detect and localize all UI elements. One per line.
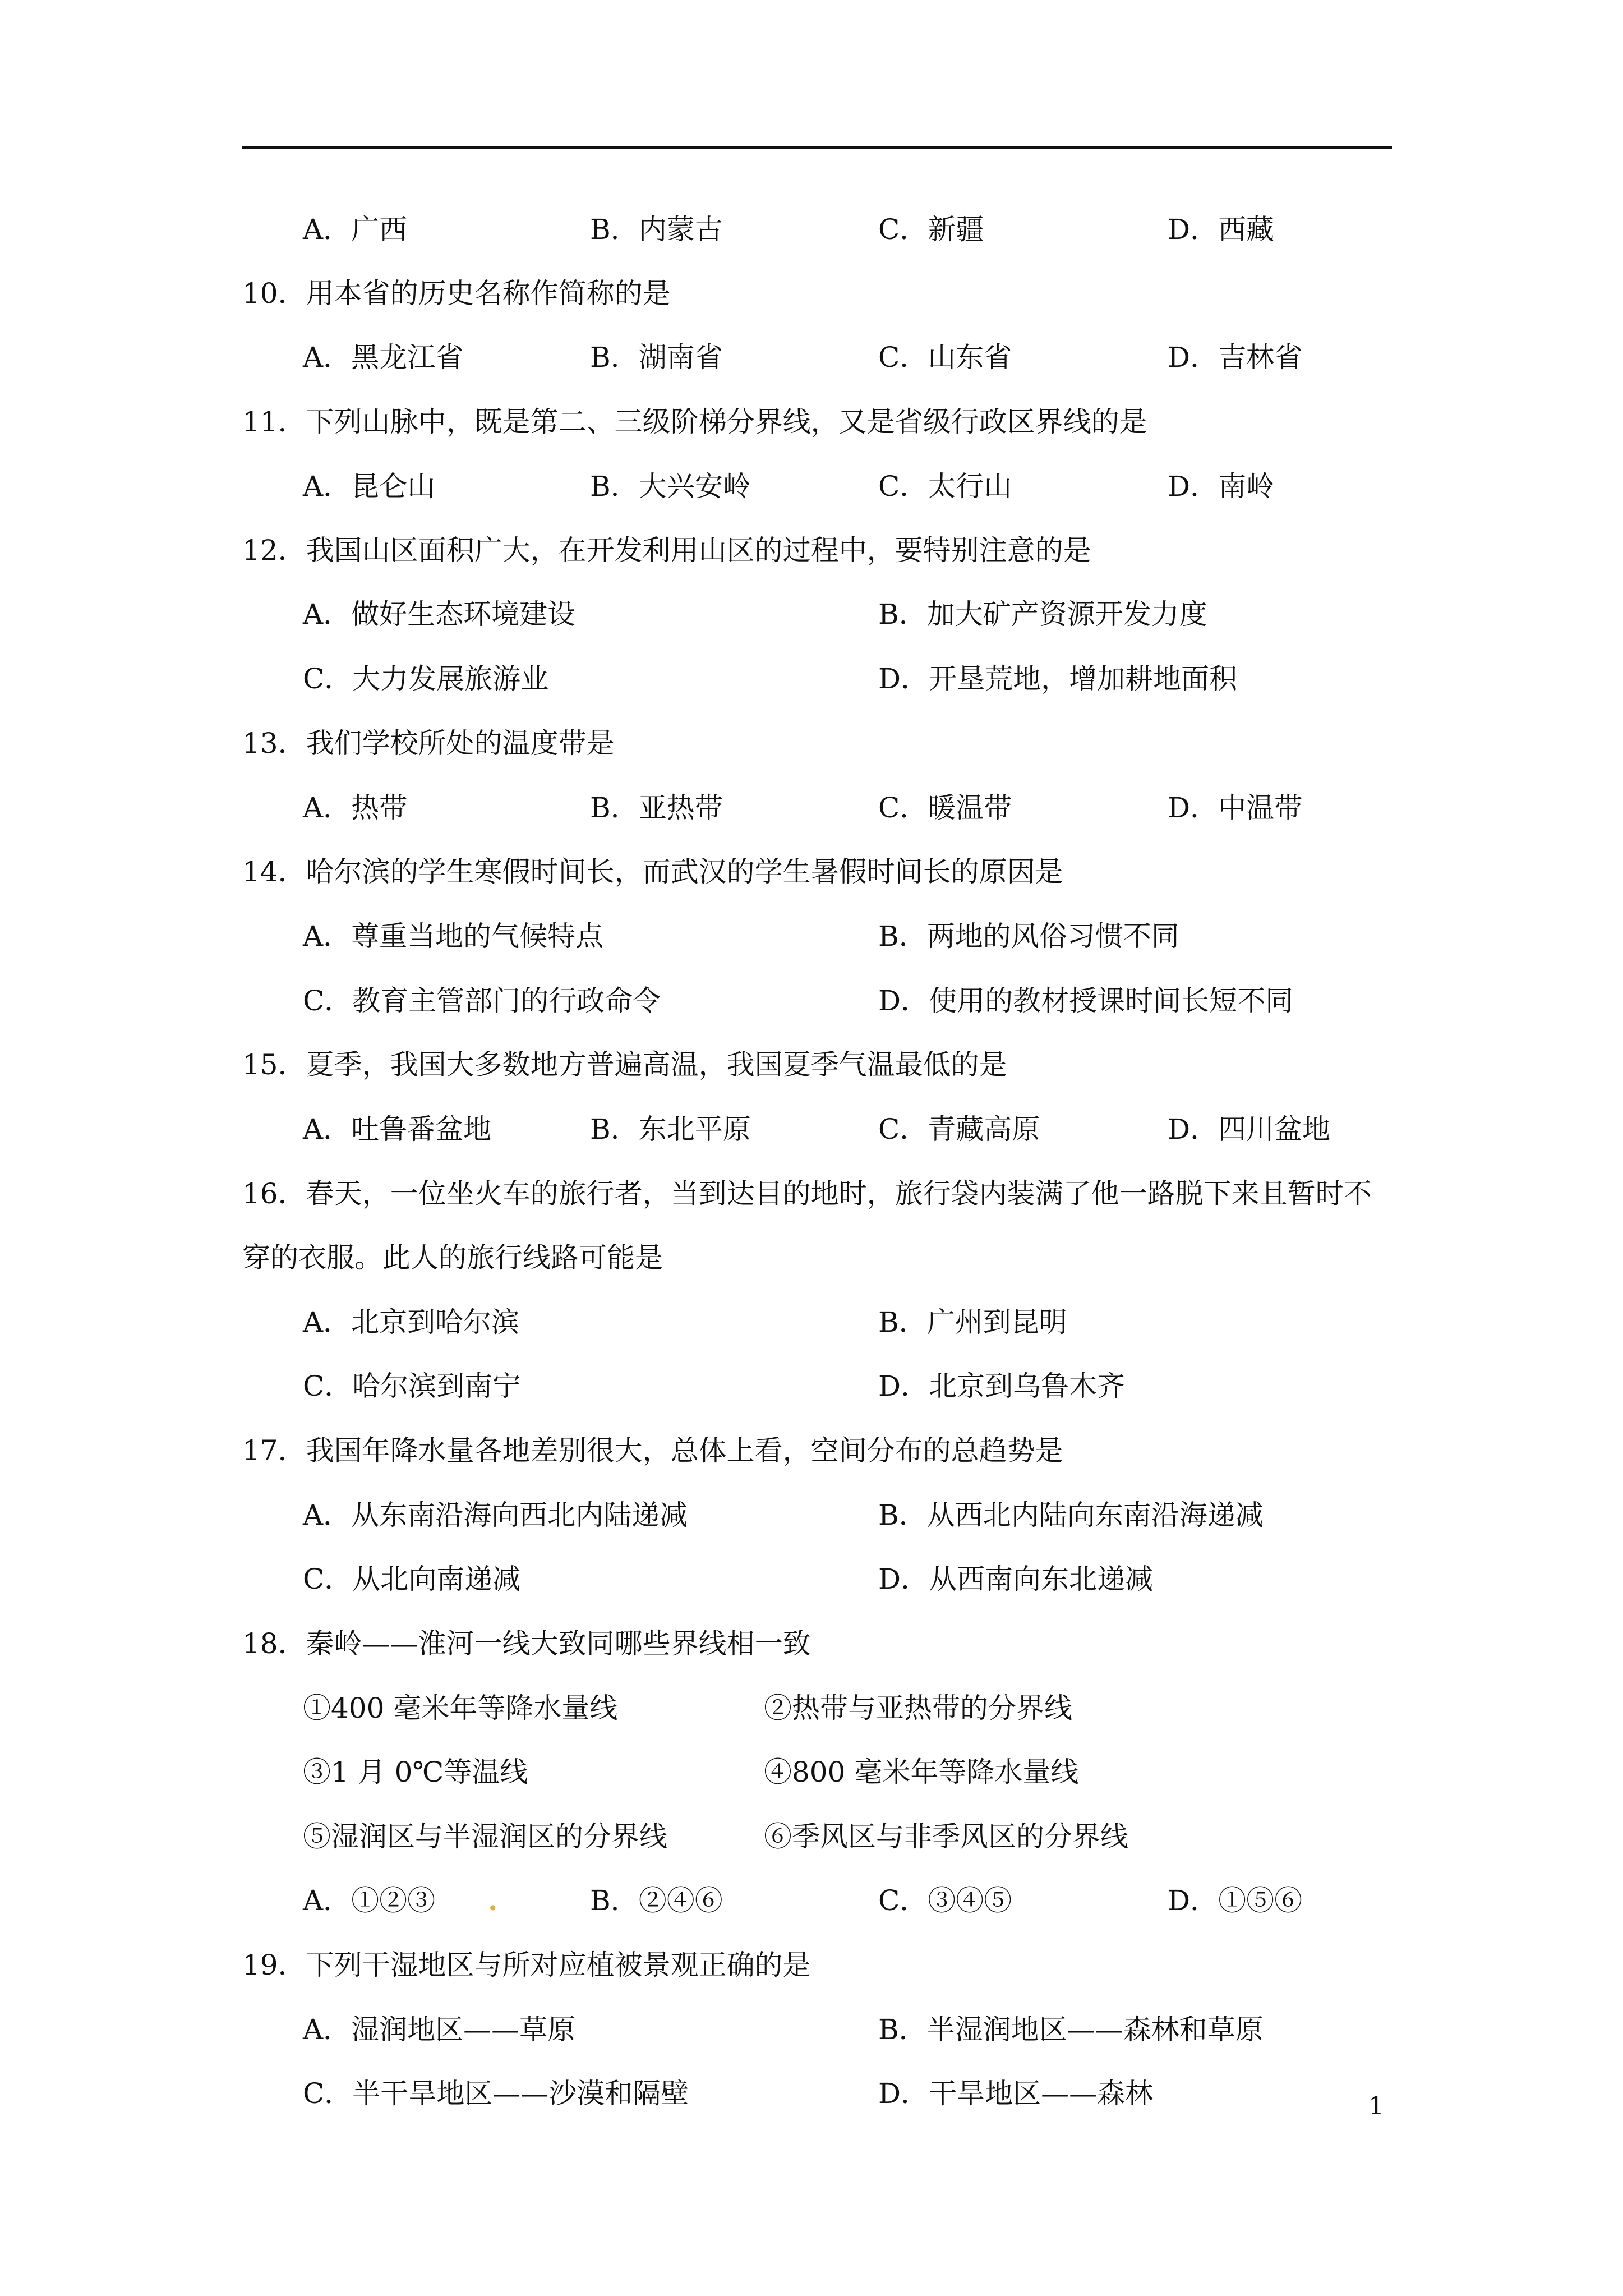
option-c: C．暖温带: [878, 792, 1012, 824]
question-options: [0, 656, 1623, 701]
question-stem: 17．我国年降水量各地差别很大，总体上看，空间分布的总趋势是: [242, 1434, 1063, 1467]
option-a: A．尊重当地的气候特点: [303, 920, 604, 953]
question-stem: 15．夏季，我国大多数地方普遍高温，我国夏季气温最低的是: [242, 1048, 1007, 1081]
question-stem: 11．下列山脉中，既是第二、三级阶梯分界线，又是省级行政区界线的是: [242, 406, 1147, 438]
option-b: B．加大矿产资源开发力度: [878, 598, 1207, 631]
option-a: A．热带: [303, 792, 408, 824]
question-options: [0, 335, 1623, 380]
option-c: C．哈尔滨到南宁: [303, 1370, 521, 1402]
option-d: D．①⑤⑥: [1168, 1884, 1303, 1917]
question-stem: 10．用本省的历史名称作简称的是: [242, 277, 671, 310]
header-rule: [242, 146, 1392, 149]
q9-options: [0, 207, 1623, 252]
option-a: A．从东南沿海向西北内陆递减: [303, 1499, 688, 1531]
question-options: [0, 1878, 1623, 1923]
option-c: C．半干旱地区——沙漠和隔壁: [303, 2077, 689, 2110]
option-d: D．从西南向东北递减: [878, 1563, 1154, 1595]
question-stem: 16．春天，一位坐火车的旅行者，当到达目的地时，旅行袋内装满了他一路脱下来且暂时不: [242, 1177, 1372, 1210]
option-d: D．西藏: [1168, 213, 1275, 246]
option-c: C．新疆: [878, 213, 984, 246]
statement: ①400 毫米年等降水量线: [303, 1692, 618, 1724]
option-a: A．北京到哈尔滨: [303, 1306, 520, 1338]
option-d: D．中温带: [1168, 792, 1303, 824]
option-b: B．两地的风俗习惯不同: [878, 920, 1179, 953]
option-d: D．吉林省: [1168, 341, 1303, 374]
option-b: B．东北平原: [590, 1113, 751, 1145]
question-stem: 12．我国山区面积广大，在开发利用山区的过程中，要特别注意的是: [242, 534, 1091, 567]
question-stem: 18．秦岭——淮河一线大致同哪些界线相一致: [242, 1627, 811, 1660]
option-a: A．吐鲁番盆地: [303, 1113, 492, 1145]
stray-mark: .: [488, 1884, 498, 1917]
question-stem: 14．哈尔滨的学生寒假时间长，而武汉的学生暑假时间长的原因是: [242, 855, 1063, 888]
option-c: C．从北向南递减: [303, 1563, 521, 1595]
option-b: B．广州到昆明: [878, 1306, 1067, 1338]
statement-row: [0, 1814, 1623, 1859]
statement: ③1 月 0℃等温线: [303, 1756, 528, 1788]
option-a: A．做好生态环境建设: [303, 598, 576, 631]
question-options: [0, 464, 1623, 509]
option-b: B．从西北内陆向东南沿海递减: [878, 1499, 1264, 1531]
option-a: A．湿润地区——草原: [303, 2013, 576, 2046]
statement: ⑥季风区与非季风区的分界线: [764, 1820, 1128, 1853]
option-a: A．①②③: [303, 1884, 436, 1917]
option-b: B．②④⑥: [590, 1884, 723, 1917]
question-options: [0, 1493, 1623, 1538]
option-c: C．大力发展旅游业: [303, 662, 549, 695]
question-options: [0, 914, 1623, 959]
option-a: A．黑龙江省: [303, 341, 464, 374]
question-options: [0, 1364, 1623, 1409]
question-options: [0, 1557, 1623, 1602]
option-d: D．使用的教材授课时间长短不同: [878, 984, 1294, 1017]
statement-row: [0, 1686, 1623, 1731]
option-c: C．③④⑤: [878, 1884, 1012, 1917]
option-c: C．山东省: [878, 341, 1012, 374]
option-d: D．四川盆地: [1168, 1113, 1331, 1145]
option-c: C．教育主管部门的行政命令: [303, 984, 661, 1017]
statement: ②热带与亚热带的分界线: [764, 1692, 1072, 1724]
question-options: [0, 785, 1623, 830]
question-options: [0, 1300, 1623, 1345]
question-options: [0, 592, 1623, 637]
page-number: 1: [1368, 2092, 1384, 2120]
option-d: D．南岭: [1168, 470, 1275, 503]
option-b: B．湖南省: [590, 341, 723, 374]
option-b: B．半湿润地区——森林和草原: [878, 2013, 1264, 2046]
option-d: D．北京到乌鲁木齐: [878, 1370, 1126, 1402]
question-options: [0, 2007, 1623, 2052]
question-options: [0, 978, 1623, 1023]
option-b: B．内蒙古: [590, 213, 723, 246]
option-d: D．开垦荒地，增加耕地面积: [878, 662, 1238, 695]
option-a: A．广西: [303, 213, 408, 246]
option-c: C．太行山: [878, 470, 1012, 503]
statement: ④800 毫米年等降水量线: [764, 1756, 1079, 1788]
question-options: [0, 1107, 1623, 1152]
option-d: D．干旱地区——森林: [878, 2077, 1154, 2110]
option-b: B．大兴安岭: [590, 470, 751, 503]
question-stem: 13．我们学校所处的温度带是: [242, 727, 615, 760]
option-c: C．青藏高原: [878, 1113, 1040, 1145]
statement-row: [0, 1750, 1623, 1795]
option-b: B．亚热带: [590, 792, 723, 824]
statement: ⑤湿润区与半湿润区的分界线: [303, 1820, 667, 1853]
option-a: A．昆仑山: [303, 470, 436, 503]
question-stem-continued: 穿的衣服。此人的旅行线路可能是: [242, 1241, 663, 1274]
question-stem: 19．下列干湿地区与所对应植被景观正确的是: [242, 1949, 811, 1981]
